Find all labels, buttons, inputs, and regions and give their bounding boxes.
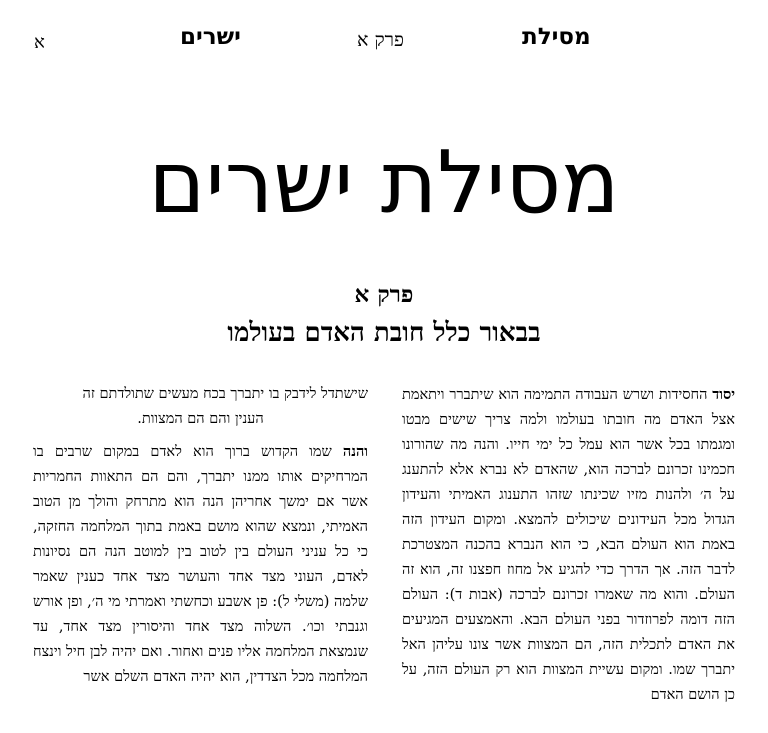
header-title-word-2: ישרים [180,24,241,50]
paragraph-text: החסידות ושרש העבודה התמימה הוא שיתברר ויתאמת אצל האדם מה חובתו בעולמו ולמה צריך שישים מבטו ומגמתו בכל אשר הוא עמל כל ימי חייו. והנה מה שהורונו חכמינו זכרונם לברכה הוא, שהאדם לא נברא אלא להתענג על ה׳ ולהנות מזיו שכינתו שזהו התענוג האמיתי והעידון הגדול מכל העידונים שיכולים להמצא. ומקום העידון הזה באמת הוא העולם הבא, כי הוא הנברא בהכנה המצטרכת לדבר הזה. אך הדרך כדי להגיע אל מחוז חפצנו זה, הוא זה העולם. והוא מה שאמרו זכרונם לברכה (אבות ד): העולם הזה דומה לפרוזדור בפני העולם הבא. והאמצעים המגיעים את האדם לתכלית הזה, הם המצוות אשר צונו עליהן האל יתברך שמו. ומקום עשיית המצוות הוא רק העולם הזה, על כן הושם האדם [402,387,735,703]
paragraph-text: שישתדל לידבק בו יתברך בכח מעשים שתולדתם זה [82,386,368,402]
header-title-word-1: מסילת [522,24,591,50]
left-text-column [33,382,368,690]
paragraph [33,382,368,432]
header-chapter: פרק א [357,29,404,51]
running-header [0,24,768,58]
paragraph [33,439,368,690]
paragraph-tail: הענין והם הם המצוות. [137,411,264,427]
lead-word: יסוד [712,386,735,403]
book-title: מסילת ישרים [148,133,620,233]
paragraph [402,382,735,708]
lead-word: והנה [342,443,368,460]
right-text-column [402,382,735,708]
chapter-subtitle: בבאור כלל חובת האדם בעולמו [227,318,541,348]
chapter-heading: פרק א [354,281,414,308]
paragraph-text: שמו הקדוש ברוך הוא לאדם במקום שרבים בו המרחיקים אותו ממנו יתברך, והם הם התאוות החמריות אשר אם ימשך אחריהן הנה הוא מתרחק והולך מן הטוב האמיתי, ונמצא שהוא מושם באמת בתוך המלחמה החזקה, כי כל עניני העולם בין לטוב בין למוטב הנה הם נסיונות לאדם, העוני מצד אחד והעושר מצד אחד כענין שאמר שלמה (משלי ל): פן אשבע וכחשתי ואמרתי מי ה׳, ופן אורש וגנבתי וכו׳. השלוה מצד אחד והיסורין מצד אחד, עד שנמצאת המלחמה אליו פנים ואחור. ואם יהיה לבן חיל וינצח המלחמה מכל הצדדין, הוא יהיה האדם השלם אשר [33,444,368,685]
page-number: א [34,32,45,53]
